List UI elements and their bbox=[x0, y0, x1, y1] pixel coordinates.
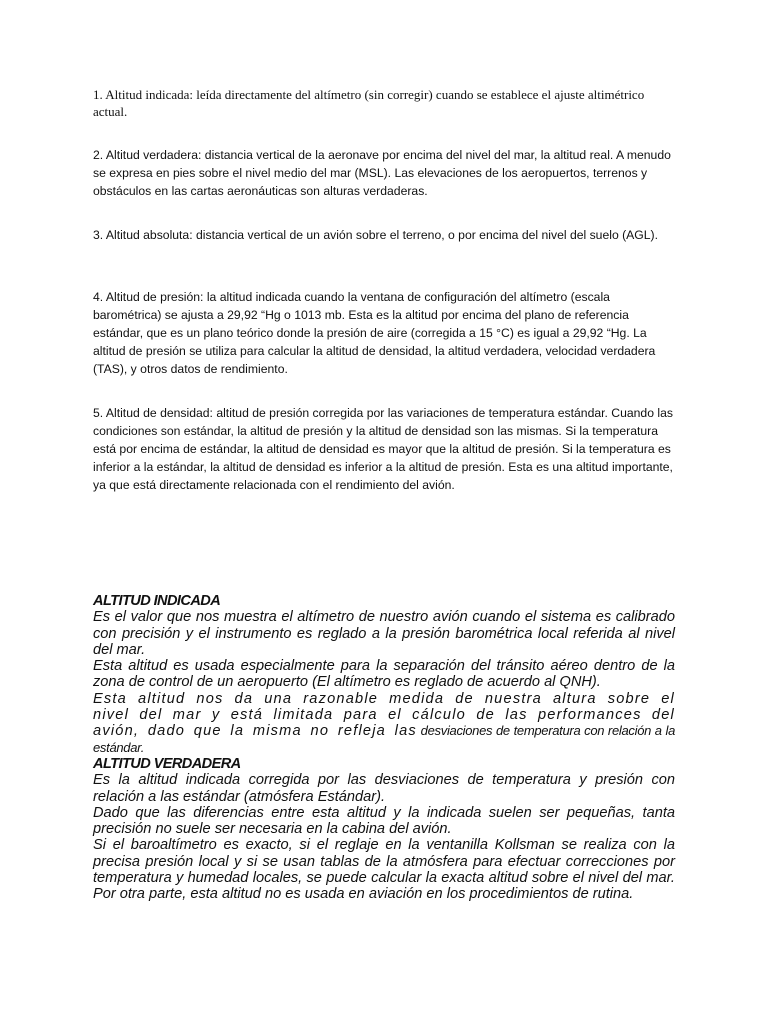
indicada-paragraph-2: Esta altitud es usada especialmente para la separación del tránsito aéreo dentro de la zona de control de un aeropuerto (El altímetro es reglado de acuerdo al QNH). bbox=[93, 658, 675, 691]
indicada-paragraph-3-main: Esta altitud nos da una razonable medida de nuestra altura sobre el nivel del mar y está limitada para el cálculo de las performances del avión, dado que la misma no refleja las bbox=[93, 690, 675, 740]
list-item-true-altitude: 2. Altitud verdadera: distancia vertical de la aeronave por encima del nivel del mar, la altitud real. A menudo se expresa en pies sobre el nivel medio del mar (MSL). Las elevaciones de los aeropuertos, terrenos y obstáculos en las cartas aeronáuticas son alturas verdaderas. bbox=[93, 148, 671, 198]
verdadera-paragraph-1: Es la altitud indicada corregida por las desviaciones de temperatura y presión con relación a las estándar (atmósfera Estándar). bbox=[93, 772, 675, 805]
list-item-pressure-altitude: 4. Altitud de presión: la altitud indicada cuando la ventana de configuración del altímetro (escala barométrica) se ajusta a 29,92 “Hg o 1013 mb. Esta es la altitud por encima del plano de referencia estándar, que es un plano teórico donde la presión de aire (corregida a 15 °C) es igual a 29,92 “Hg. La altitud de presión se utiliza para calcular la altitud de densidad, la altitud verdadera, velocidad verdadera (TAS), y otros datos de rendimiento. bbox=[93, 290, 656, 376]
section-heading-verdadera: ALTITUD VERDADERA bbox=[93, 755, 241, 772]
verdadera-paragraph-3: Si el baroaltímetro es exacto, si el reglaje en la ventanilla Kollsman se realiza con la precisa presión local y si se usan tablas de la atmósfera para efectuar correcciones por temperatura y humedad locales, se puede calcular la exacta altitud sobre el nivel del mar. Por otra parte, esta altitud no es usada en aviación en los procedimientos de rutina. bbox=[93, 837, 675, 903]
list-item-indicated-altitude: 1. Altitud indicada: leída directamente del altímetro (sin corregir) cuando se establece el ajuste altimétrico actual. bbox=[93, 87, 645, 119]
indicada-paragraph-3-tail: desviaciones de temperatura con relación a la estándar. bbox=[93, 723, 675, 755]
indicada-paragraph-3 bbox=[93, 691, 675, 756]
indicada-paragraph-1: Es el valor que nos muestra el altímetro de nuestro avión cuando el sistema es calibrado con precisión y el instrumento es reglado a la presión barométrica local referida al nivel del mar. bbox=[93, 609, 675, 658]
verdadera-paragraph-2: Dado que las diferencias entre esta altitud y la indicada suelen ser pequeñas, tanta precisión no suele ser necesaria en la cabina del avión. bbox=[93, 804, 675, 838]
section-heading-indicada: ALTITUD INDICADA bbox=[93, 593, 221, 609]
list-item-density-altitude: 5. Altitud de densidad: altitud de presión corregida por las variaciones de temperatura estándar. Cuando las condiciones son estándar, la altitud de presión y la altitud de densidad son las mismas. Si la temperatura está por encima de estándar, la altitud de densidad es mayor que la altitud de presión. Si la temperatura es inferior a la estándar, la altitud de densidad es inferior a la altitud de presión. Esta es una altitud importante, ya que está directamente relacionada con el rendimiento del avión. bbox=[93, 406, 673, 492]
section-indicated-altitude bbox=[93, 593, 675, 903]
list-item-absolute-altitude: 3. Altitud absoluta: distancia vertical de un avión sobre el terreno, o por encima del nivel del suelo (AGL). bbox=[93, 228, 659, 242]
